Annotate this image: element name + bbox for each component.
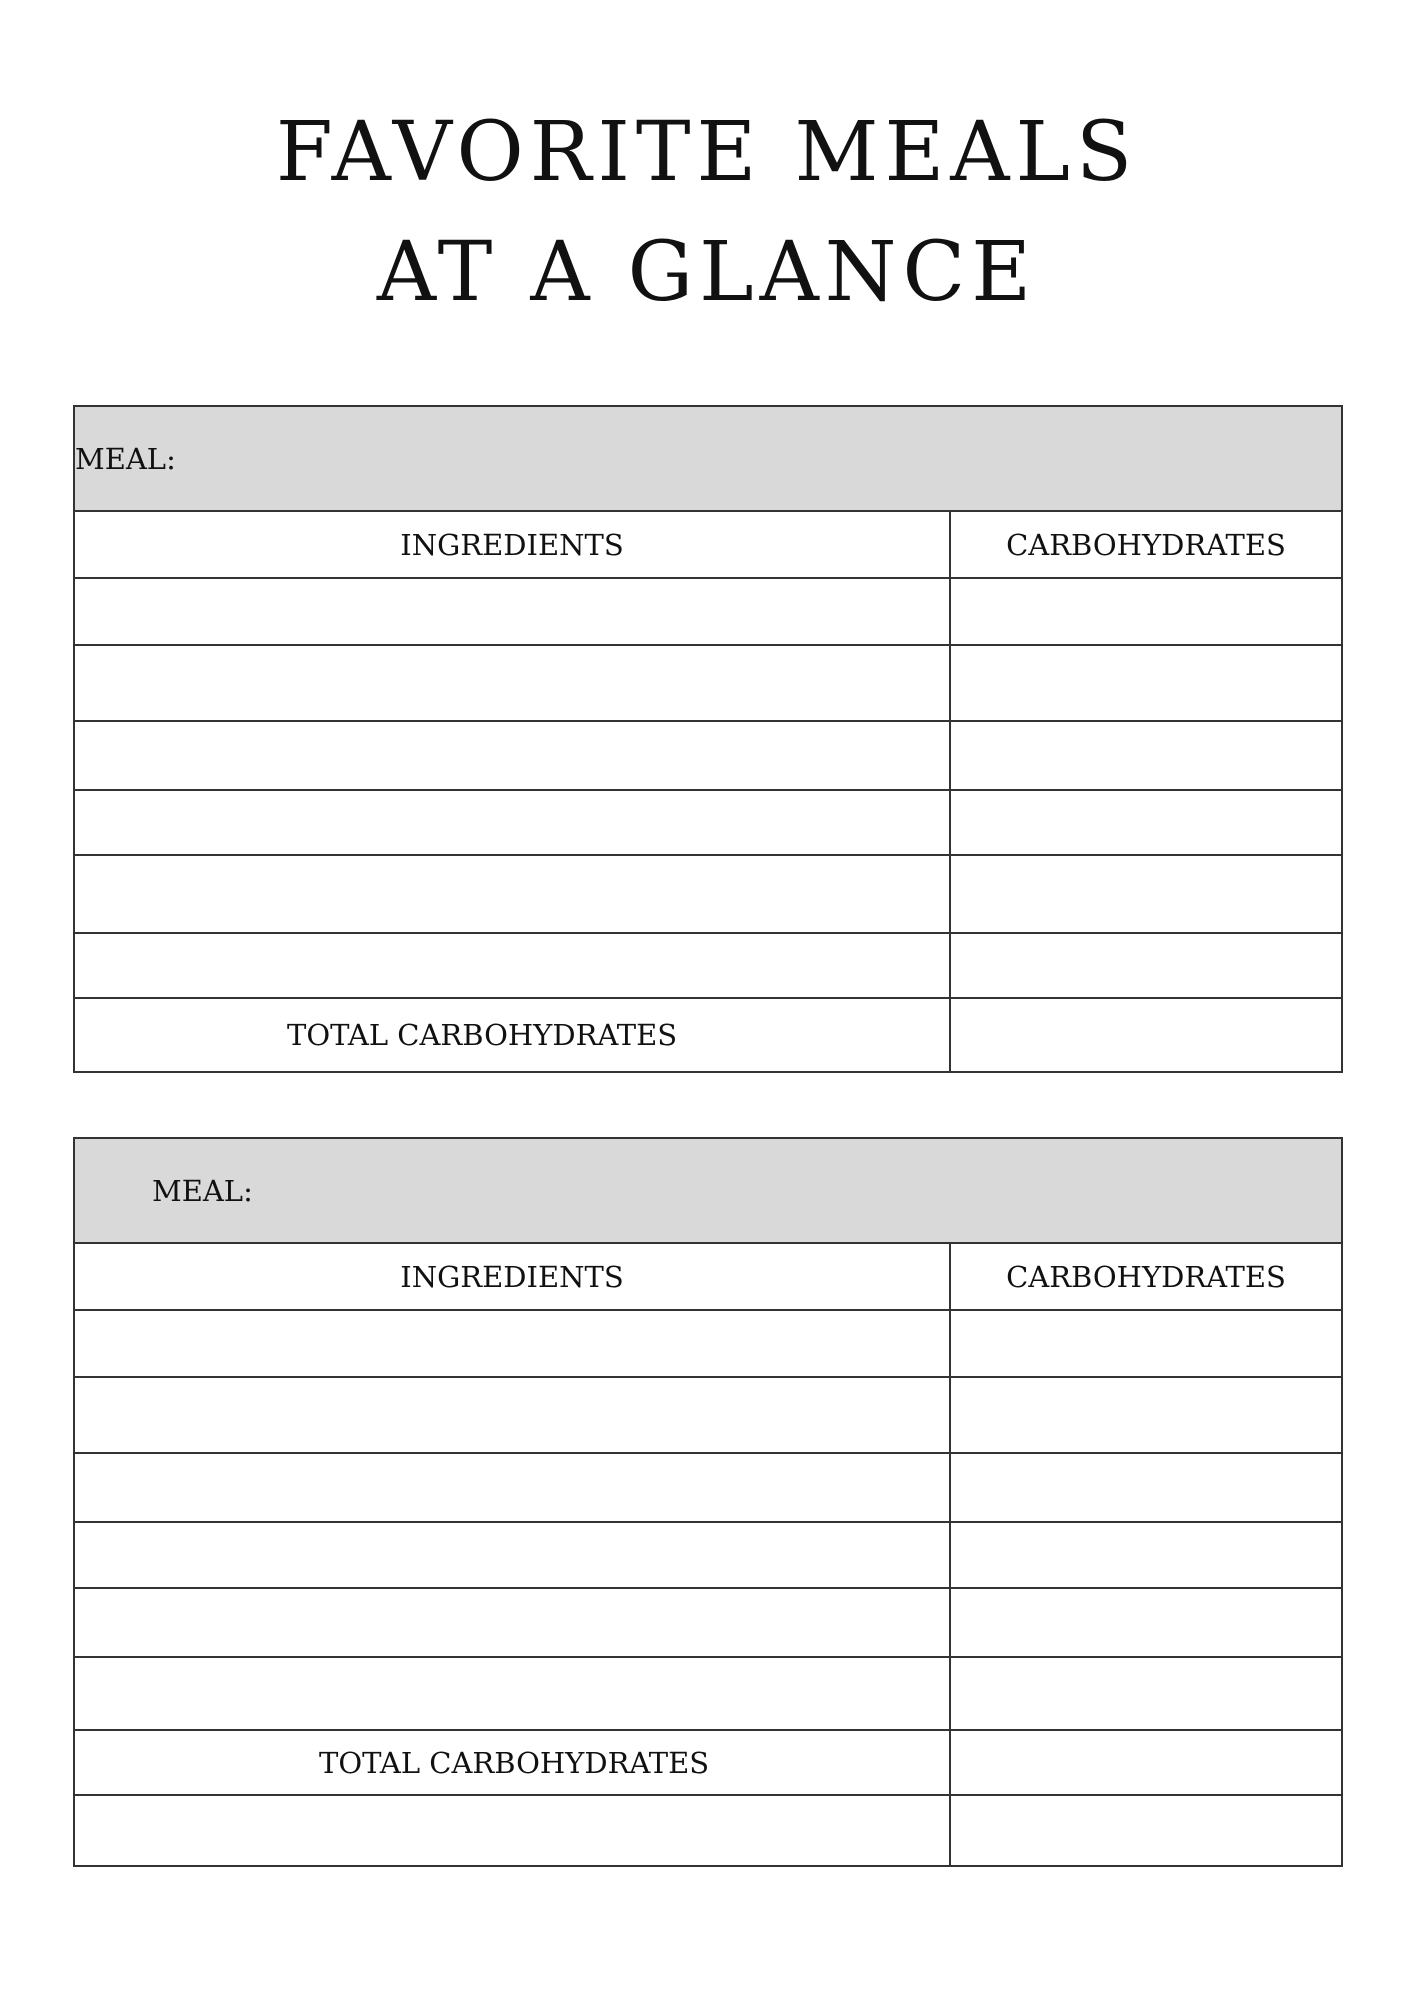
table-row [74, 1588, 1342, 1657]
carbohydrates-header: CARBOHYDRATES [950, 1243, 1342, 1310]
table-header-row [74, 511, 1342, 578]
ingredients-header: INGREDIENTS [74, 1243, 950, 1310]
meal-name-row [74, 406, 1342, 511]
carbohydrate-cell[interactable] [950, 1657, 1342, 1730]
ingredients-header: INGREDIENTS [74, 511, 950, 578]
ingredient-cell[interactable] [74, 1310, 950, 1377]
ingredient-cell[interactable] [74, 1522, 950, 1588]
meal-name-field[interactable] [74, 406, 1342, 511]
ingredient-cell[interactable] [74, 1377, 950, 1453]
carbohydrate-cell[interactable] [950, 1522, 1342, 1588]
meal-label: MEAL: [152, 1173, 253, 1208]
carbohydrate-cell[interactable] [950, 933, 1342, 998]
total-row [74, 1730, 1342, 1795]
ingredient-cell[interactable] [74, 933, 950, 998]
table-row [74, 721, 1342, 790]
ingredient-cell[interactable] [74, 1795, 950, 1866]
total-row [74, 998, 1342, 1072]
table-row [74, 645, 1342, 721]
table-row [74, 1657, 1342, 1730]
carbohydrate-cell[interactable] [950, 855, 1342, 933]
carbohydrate-cell[interactable] [950, 1377, 1342, 1453]
carbohydrate-cell[interactable] [950, 578, 1342, 645]
carbohydrate-cell[interactable] [950, 1453, 1342, 1522]
ingredient-cell[interactable] [74, 721, 950, 790]
meal-name-field[interactable] [74, 1138, 1342, 1243]
table-row [74, 1795, 1342, 1866]
total-carbohydrates-label: TOTAL CARBOHYDRATES [74, 998, 950, 1072]
page-title-line-1: FAVORITE MEALS [275, 105, 1139, 200]
ingredient-cell[interactable] [74, 790, 950, 855]
carbohydrate-cell[interactable] [950, 721, 1342, 790]
meal-table-1 [73, 405, 1343, 1073]
table-row [74, 790, 1342, 855]
ingredient-cell[interactable] [74, 1453, 950, 1522]
carbohydrates-header: CARBOHYDRATES [950, 511, 1342, 578]
table-row [74, 1522, 1342, 1588]
carbohydrate-cell[interactable] [950, 1795, 1342, 1866]
meal-table-2 [73, 1137, 1343, 1867]
table-row [74, 578, 1342, 645]
total-carbohydrates-label: TOTAL CARBOHYDRATES [74, 1730, 950, 1795]
ingredient-cell[interactable] [74, 578, 950, 645]
meal-label: MEAL: [75, 441, 176, 476]
meal-name-row [74, 1138, 1342, 1243]
carbohydrate-cell[interactable] [950, 790, 1342, 855]
ingredient-cell[interactable] [74, 855, 950, 933]
carbohydrate-cell[interactable] [950, 1588, 1342, 1657]
page-title-line-2: AT A GLANCE [376, 225, 1038, 320]
total-carbohydrates-cell[interactable] [950, 998, 1342, 1072]
ingredient-cell[interactable] [74, 645, 950, 721]
ingredient-cell[interactable] [74, 1588, 950, 1657]
table-row [74, 1310, 1342, 1377]
table-row [74, 1453, 1342, 1522]
total-carbohydrates-cell[interactable] [950, 1730, 1342, 1795]
table-row [74, 933, 1342, 998]
carbohydrate-cell[interactable] [950, 645, 1342, 721]
table-header-row [74, 1243, 1342, 1310]
ingredient-cell[interactable] [74, 1657, 950, 1730]
table-row [74, 1377, 1342, 1453]
carbohydrate-cell[interactable] [950, 1310, 1342, 1377]
table-row [74, 855, 1342, 933]
